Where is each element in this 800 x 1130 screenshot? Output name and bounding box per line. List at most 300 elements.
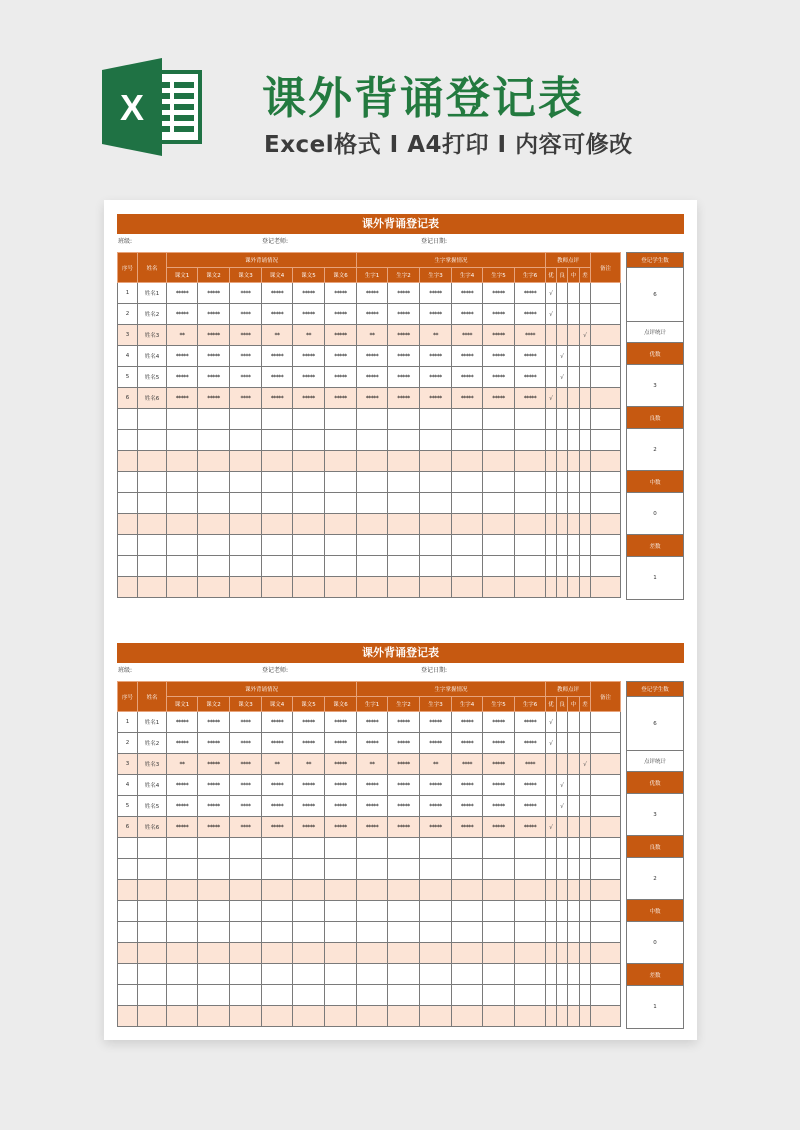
cell-recite[interactable]	[198, 964, 230, 985]
cell-char[interactable]: *****	[452, 796, 483, 817]
cell-char[interactable]: *****	[515, 388, 546, 409]
cell-review-check[interactable]	[580, 304, 591, 325]
cell-char[interactable]	[452, 514, 483, 535]
cell-recite[interactable]: ****	[230, 388, 262, 409]
cell-name[interactable]	[138, 901, 167, 922]
cell-review-check[interactable]	[557, 964, 568, 985]
cell-recite[interactable]	[262, 880, 293, 901]
cell-char[interactable]	[515, 514, 546, 535]
cell-review-check[interactable]: √	[557, 367, 568, 388]
cell-seq[interactable]	[118, 859, 138, 880]
cell-review-check[interactable]	[568, 1006, 580, 1027]
cell-recite[interactable]	[230, 430, 262, 451]
cell-recite[interactable]: *****	[262, 283, 293, 304]
cell-recite[interactable]	[325, 901, 357, 922]
cell-name[interactable]	[138, 493, 167, 514]
cell-recite[interactable]	[167, 943, 198, 964]
cell-recite[interactable]	[230, 901, 262, 922]
cell-char[interactable]	[357, 409, 388, 430]
cell-seq[interactable]	[118, 922, 138, 943]
cell-review-check[interactable]	[580, 922, 591, 943]
cell-remark[interactable]	[591, 817, 621, 838]
cell-seq[interactable]	[118, 838, 138, 859]
cell-recite[interactable]	[325, 985, 357, 1006]
cell-char[interactable]: *****	[388, 733, 420, 754]
cell-char[interactable]: *****	[515, 817, 546, 838]
cell-recite[interactable]	[230, 922, 262, 943]
cell-char[interactable]	[483, 880, 515, 901]
cell-recite[interactable]	[293, 556, 325, 577]
cell-recite[interactable]: *****	[167, 817, 198, 838]
cell-char[interactable]	[515, 472, 546, 493]
cell-recite[interactable]: *****	[262, 775, 293, 796]
cell-seq[interactable]	[118, 985, 138, 1006]
cell-char[interactable]	[388, 556, 420, 577]
cell-char[interactable]	[515, 430, 546, 451]
cell-char[interactable]: *****	[420, 796, 452, 817]
cell-recite[interactable]	[198, 472, 230, 493]
cell-recite[interactable]	[293, 943, 325, 964]
cell-char[interactable]	[515, 943, 546, 964]
cell-recite[interactable]	[325, 430, 357, 451]
cell-review-check[interactable]: √	[580, 754, 591, 775]
cell-name[interactable]	[138, 472, 167, 493]
cell-recite[interactable]: **	[293, 325, 325, 346]
cell-recite[interactable]	[198, 535, 230, 556]
cell-review-check[interactable]	[557, 943, 568, 964]
cell-review-check[interactable]	[557, 556, 568, 577]
cell-recite[interactable]: **	[262, 325, 293, 346]
cell-recite[interactable]	[167, 1006, 198, 1027]
cell-char[interactable]: *****	[515, 283, 546, 304]
cell-char[interactable]: *****	[420, 712, 452, 733]
cell-recite[interactable]: *****	[262, 817, 293, 838]
cell-char[interactable]: *****	[483, 817, 515, 838]
cell-recite[interactable]	[230, 514, 262, 535]
cell-review-check[interactable]	[568, 283, 580, 304]
cell-recite[interactable]: ****	[230, 817, 262, 838]
cell-review-check[interactable]	[546, 985, 557, 1006]
cell-char[interactable]: *****	[420, 283, 452, 304]
cell-name[interactable]	[138, 838, 167, 859]
cell-char[interactable]	[515, 901, 546, 922]
cell-char[interactable]	[388, 451, 420, 472]
cell-recite[interactable]	[325, 409, 357, 430]
cell-char[interactable]	[452, 451, 483, 472]
cell-char[interactable]	[515, 964, 546, 985]
cell-char[interactable]	[483, 514, 515, 535]
cell-recite[interactable]	[293, 922, 325, 943]
cell-recite[interactable]	[262, 535, 293, 556]
cell-remark[interactable]	[591, 346, 621, 367]
cell-char[interactable]: *****	[483, 304, 515, 325]
cell-char[interactable]	[357, 943, 388, 964]
cell-char[interactable]	[420, 985, 452, 1006]
cell-review-check[interactable]	[568, 733, 580, 754]
cell-review-check[interactable]	[568, 859, 580, 880]
cell-review-check[interactable]	[568, 388, 580, 409]
cell-review-check[interactable]	[557, 388, 568, 409]
cell-char[interactable]	[452, 409, 483, 430]
cell-name[interactable]	[138, 556, 167, 577]
cell-review-check[interactable]	[546, 514, 557, 535]
cell-char[interactable]: *****	[452, 283, 483, 304]
cell-char[interactable]	[357, 838, 388, 859]
cell-review-check[interactable]	[557, 493, 568, 514]
cell-review-check[interactable]	[568, 451, 580, 472]
cell-recite[interactable]	[230, 535, 262, 556]
cell-char[interactable]: *****	[388, 283, 420, 304]
cell-recite[interactable]: *****	[293, 283, 325, 304]
cell-char[interactable]: *****	[420, 388, 452, 409]
cell-name[interactable]	[138, 514, 167, 535]
cell-review-check[interactable]	[568, 367, 580, 388]
cell-char[interactable]	[515, 535, 546, 556]
cell-review-check[interactable]	[580, 346, 591, 367]
cell-char[interactable]: *****	[483, 325, 515, 346]
cell-recite[interactable]: *****	[167, 346, 198, 367]
cell-char[interactable]	[452, 943, 483, 964]
cell-recite[interactable]	[230, 577, 262, 598]
cell-recite[interactable]	[293, 880, 325, 901]
cell-recite[interactable]	[325, 838, 357, 859]
cell-recite[interactable]: *****	[198, 775, 230, 796]
cell-recite[interactable]: *****	[325, 754, 357, 775]
cell-remark[interactable]	[591, 514, 621, 535]
cell-char[interactable]: *****	[357, 388, 388, 409]
cell-name[interactable]	[138, 985, 167, 1006]
cell-recite[interactable]	[325, 556, 357, 577]
cell-recite[interactable]	[198, 514, 230, 535]
cell-name[interactable]: 姓名1	[138, 283, 167, 304]
cell-recite[interactable]	[293, 1006, 325, 1027]
cell-recite[interactable]	[230, 838, 262, 859]
cell-review-check[interactable]	[557, 514, 568, 535]
cell-char[interactable]: *****	[452, 817, 483, 838]
cell-recite[interactable]	[198, 985, 230, 1006]
cell-char[interactable]: *****	[420, 817, 452, 838]
cell-char[interactable]	[388, 838, 420, 859]
cell-char[interactable]	[357, 472, 388, 493]
cell-review-check[interactable]	[568, 577, 580, 598]
cell-remark[interactable]	[591, 922, 621, 943]
cell-char[interactable]	[420, 838, 452, 859]
cell-seq[interactable]: 1	[118, 283, 138, 304]
cell-char[interactable]	[515, 880, 546, 901]
cell-review-check[interactable]	[568, 346, 580, 367]
cell-remark[interactable]	[591, 880, 621, 901]
cell-recite[interactable]: **	[167, 325, 198, 346]
cell-recite[interactable]: *****	[293, 304, 325, 325]
cell-review-check[interactable]	[557, 901, 568, 922]
cell-char[interactable]	[357, 922, 388, 943]
cell-recite[interactable]: *****	[325, 388, 357, 409]
cell-remark[interactable]	[591, 472, 621, 493]
cell-recite[interactable]: ****	[230, 346, 262, 367]
cell-recite[interactable]: *****	[198, 388, 230, 409]
cell-char[interactable]: *****	[452, 775, 483, 796]
cell-char[interactable]	[420, 556, 452, 577]
cell-recite[interactable]: *****	[198, 733, 230, 754]
cell-recite[interactable]: ****	[230, 754, 262, 775]
cell-seq[interactable]	[118, 493, 138, 514]
cell-char[interactable]	[483, 472, 515, 493]
cell-review-check[interactable]	[568, 493, 580, 514]
cell-review-check[interactable]	[580, 817, 591, 838]
cell-recite[interactable]: *****	[262, 346, 293, 367]
cell-name[interactable]: 姓名4	[138, 346, 167, 367]
cell-review-check[interactable]	[546, 472, 557, 493]
cell-char[interactable]: *****	[388, 796, 420, 817]
cell-recite[interactable]	[167, 859, 198, 880]
cell-name[interactable]	[138, 451, 167, 472]
cell-char[interactable]	[357, 556, 388, 577]
cell-char[interactable]: *****	[388, 346, 420, 367]
cell-recite[interactable]	[167, 514, 198, 535]
cell-recite[interactable]	[293, 535, 325, 556]
cell-char[interactable]	[388, 514, 420, 535]
cell-recite[interactable]: *****	[325, 304, 357, 325]
cell-char[interactable]: *****	[483, 733, 515, 754]
cell-recite[interactable]: *****	[198, 325, 230, 346]
cell-recite[interactable]	[293, 577, 325, 598]
cell-recite[interactable]: *****	[167, 367, 198, 388]
cell-review-check[interactable]	[580, 880, 591, 901]
cell-char[interactable]	[483, 409, 515, 430]
cell-recite[interactable]	[167, 451, 198, 472]
cell-review-check[interactable]	[557, 817, 568, 838]
cell-review-check[interactable]	[557, 304, 568, 325]
cell-remark[interactable]	[591, 283, 621, 304]
cell-recite[interactable]	[167, 472, 198, 493]
cell-recite[interactable]	[262, 838, 293, 859]
cell-char[interactable]: *****	[357, 796, 388, 817]
cell-seq[interactable]: 5	[118, 367, 138, 388]
cell-seq[interactable]	[118, 577, 138, 598]
cell-name[interactable]	[138, 430, 167, 451]
cell-char[interactable]	[357, 514, 388, 535]
cell-review-check[interactable]	[568, 472, 580, 493]
cell-char[interactable]	[388, 901, 420, 922]
cell-char[interactable]	[515, 859, 546, 880]
cell-char[interactable]	[483, 430, 515, 451]
cell-recite[interactable]	[325, 493, 357, 514]
cell-review-check[interactable]	[580, 409, 591, 430]
cell-char[interactable]: *****	[388, 754, 420, 775]
cell-review-check[interactable]	[557, 325, 568, 346]
cell-review-check[interactable]: √	[546, 733, 557, 754]
cell-char[interactable]: *****	[515, 733, 546, 754]
cell-name[interactable]: 姓名5	[138, 796, 167, 817]
cell-char[interactable]	[420, 535, 452, 556]
cell-review-check[interactable]	[580, 283, 591, 304]
cell-recite[interactable]: *****	[325, 733, 357, 754]
cell-char[interactable]: *****	[483, 712, 515, 733]
cell-recite[interactable]: *****	[167, 388, 198, 409]
cell-review-check[interactable]	[557, 859, 568, 880]
cell-recite[interactable]: *****	[262, 367, 293, 388]
cell-seq[interactable]	[118, 943, 138, 964]
cell-char[interactable]	[388, 922, 420, 943]
cell-review-check[interactable]: √	[546, 283, 557, 304]
cell-name[interactable]	[138, 409, 167, 430]
cell-remark[interactable]	[591, 451, 621, 472]
cell-char[interactable]: *****	[357, 346, 388, 367]
cell-review-check[interactable]	[557, 754, 568, 775]
cell-recite[interactable]: ****	[230, 775, 262, 796]
cell-review-check[interactable]: √	[546, 388, 557, 409]
cell-remark[interactable]	[591, 493, 621, 514]
cell-recite[interactable]	[198, 451, 230, 472]
cell-recite[interactable]	[325, 943, 357, 964]
cell-review-check[interactable]	[557, 838, 568, 859]
cell-char[interactable]: *****	[388, 367, 420, 388]
cell-char[interactable]	[483, 859, 515, 880]
cell-char[interactable]	[452, 901, 483, 922]
cell-review-check[interactable]	[557, 577, 568, 598]
cell-char[interactable]: *****	[357, 817, 388, 838]
cell-char[interactable]: *****	[388, 325, 420, 346]
cell-recite[interactable]: *****	[167, 733, 198, 754]
cell-recite[interactable]: *****	[293, 346, 325, 367]
cell-review-check[interactable]	[546, 535, 557, 556]
cell-recite[interactable]: *****	[325, 817, 357, 838]
cell-char[interactable]	[357, 430, 388, 451]
cell-recite[interactable]: *****	[167, 775, 198, 796]
cell-recite[interactable]: *****	[167, 796, 198, 817]
cell-name[interactable]: 姓名6	[138, 388, 167, 409]
cell-char[interactable]	[483, 1006, 515, 1027]
cell-char[interactable]: *****	[452, 304, 483, 325]
cell-review-check[interactable]	[580, 1006, 591, 1027]
cell-recite[interactable]	[262, 964, 293, 985]
cell-char[interactable]: *****	[515, 712, 546, 733]
cell-recite[interactable]: ****	[230, 283, 262, 304]
cell-recite[interactable]: **	[293, 754, 325, 775]
cell-char[interactable]: *****	[483, 283, 515, 304]
cell-review-check[interactable]	[580, 472, 591, 493]
cell-recite[interactable]: *****	[293, 367, 325, 388]
cell-recite[interactable]	[293, 985, 325, 1006]
cell-review-check[interactable]	[546, 859, 557, 880]
cell-recite[interactable]	[198, 430, 230, 451]
cell-recite[interactable]: ****	[230, 712, 262, 733]
cell-recite[interactable]: *****	[293, 817, 325, 838]
cell-recite[interactable]	[167, 901, 198, 922]
cell-char[interactable]	[515, 985, 546, 1006]
cell-char[interactable]: *****	[452, 367, 483, 388]
cell-char[interactable]	[388, 1006, 420, 1027]
cell-char[interactable]	[388, 577, 420, 598]
cell-char[interactable]	[420, 859, 452, 880]
cell-recite[interactable]: ****	[230, 733, 262, 754]
cell-char[interactable]	[515, 451, 546, 472]
cell-char[interactable]: ****	[515, 325, 546, 346]
cell-char[interactable]: *****	[452, 388, 483, 409]
cell-review-check[interactable]	[580, 535, 591, 556]
cell-recite[interactable]	[198, 922, 230, 943]
cell-review-check[interactable]	[546, 775, 557, 796]
cell-recite[interactable]: *****	[293, 733, 325, 754]
cell-char[interactable]	[452, 859, 483, 880]
cell-review-check[interactable]	[546, 754, 557, 775]
cell-recite[interactable]: *****	[198, 304, 230, 325]
cell-review-check[interactable]	[546, 325, 557, 346]
cell-review-check[interactable]	[568, 838, 580, 859]
cell-recite[interactable]	[198, 409, 230, 430]
cell-recite[interactable]	[167, 985, 198, 1006]
cell-review-check[interactable]	[568, 712, 580, 733]
cell-char[interactable]: *****	[357, 712, 388, 733]
cell-seq[interactable]: 6	[118, 388, 138, 409]
cell-review-check[interactable]	[568, 817, 580, 838]
cell-recite[interactable]	[262, 901, 293, 922]
cell-recite[interactable]	[293, 409, 325, 430]
cell-recite[interactable]	[325, 472, 357, 493]
cell-remark[interactable]	[591, 535, 621, 556]
cell-char[interactable]	[483, 943, 515, 964]
cell-remark[interactable]	[591, 859, 621, 880]
cell-char[interactable]	[483, 451, 515, 472]
cell-remark[interactable]	[591, 775, 621, 796]
cell-char[interactable]	[420, 922, 452, 943]
cell-char[interactable]: *****	[515, 304, 546, 325]
cell-char[interactable]	[420, 880, 452, 901]
cell-review-check[interactable]	[568, 409, 580, 430]
cell-review-check[interactable]	[580, 451, 591, 472]
cell-char[interactable]: *****	[483, 388, 515, 409]
cell-char[interactable]	[420, 409, 452, 430]
cell-review-check[interactable]	[580, 430, 591, 451]
cell-name[interactable]: 姓名3	[138, 325, 167, 346]
cell-recite[interactable]: *****	[262, 712, 293, 733]
cell-review-check[interactable]	[568, 304, 580, 325]
cell-recite[interactable]	[167, 880, 198, 901]
cell-recite[interactable]: *****	[262, 304, 293, 325]
cell-recite[interactable]	[325, 859, 357, 880]
cell-review-check[interactable]	[557, 430, 568, 451]
cell-name[interactable]	[138, 922, 167, 943]
cell-char[interactable]	[452, 985, 483, 1006]
cell-char[interactable]	[483, 922, 515, 943]
cell-review-check[interactable]	[568, 985, 580, 1006]
cell-char[interactable]	[357, 535, 388, 556]
cell-recite[interactable]	[230, 1006, 262, 1027]
cell-seq[interactable]	[118, 1006, 138, 1027]
cell-review-check[interactable]	[568, 943, 580, 964]
cell-char[interactable]: *****	[515, 367, 546, 388]
cell-char[interactable]: *****	[388, 712, 420, 733]
cell-recite[interactable]	[262, 922, 293, 943]
cell-char[interactable]	[357, 451, 388, 472]
cell-recite[interactable]	[230, 409, 262, 430]
cell-char[interactable]: **	[357, 754, 388, 775]
cell-review-check[interactable]: √	[546, 304, 557, 325]
cell-seq[interactable]: 6	[118, 817, 138, 838]
cell-recite[interactable]	[325, 880, 357, 901]
cell-review-check[interactable]	[546, 922, 557, 943]
cell-recite[interactable]	[198, 493, 230, 514]
cell-review-check[interactable]: √	[546, 817, 557, 838]
cell-char[interactable]: *****	[388, 817, 420, 838]
cell-recite[interactable]: ****	[230, 304, 262, 325]
cell-name[interactable]	[138, 1006, 167, 1027]
cell-review-check[interactable]	[580, 901, 591, 922]
cell-recite[interactable]: *****	[325, 712, 357, 733]
cell-name[interactable]: 姓名2	[138, 304, 167, 325]
cell-char[interactable]	[483, 964, 515, 985]
cell-review-check[interactable]	[546, 409, 557, 430]
